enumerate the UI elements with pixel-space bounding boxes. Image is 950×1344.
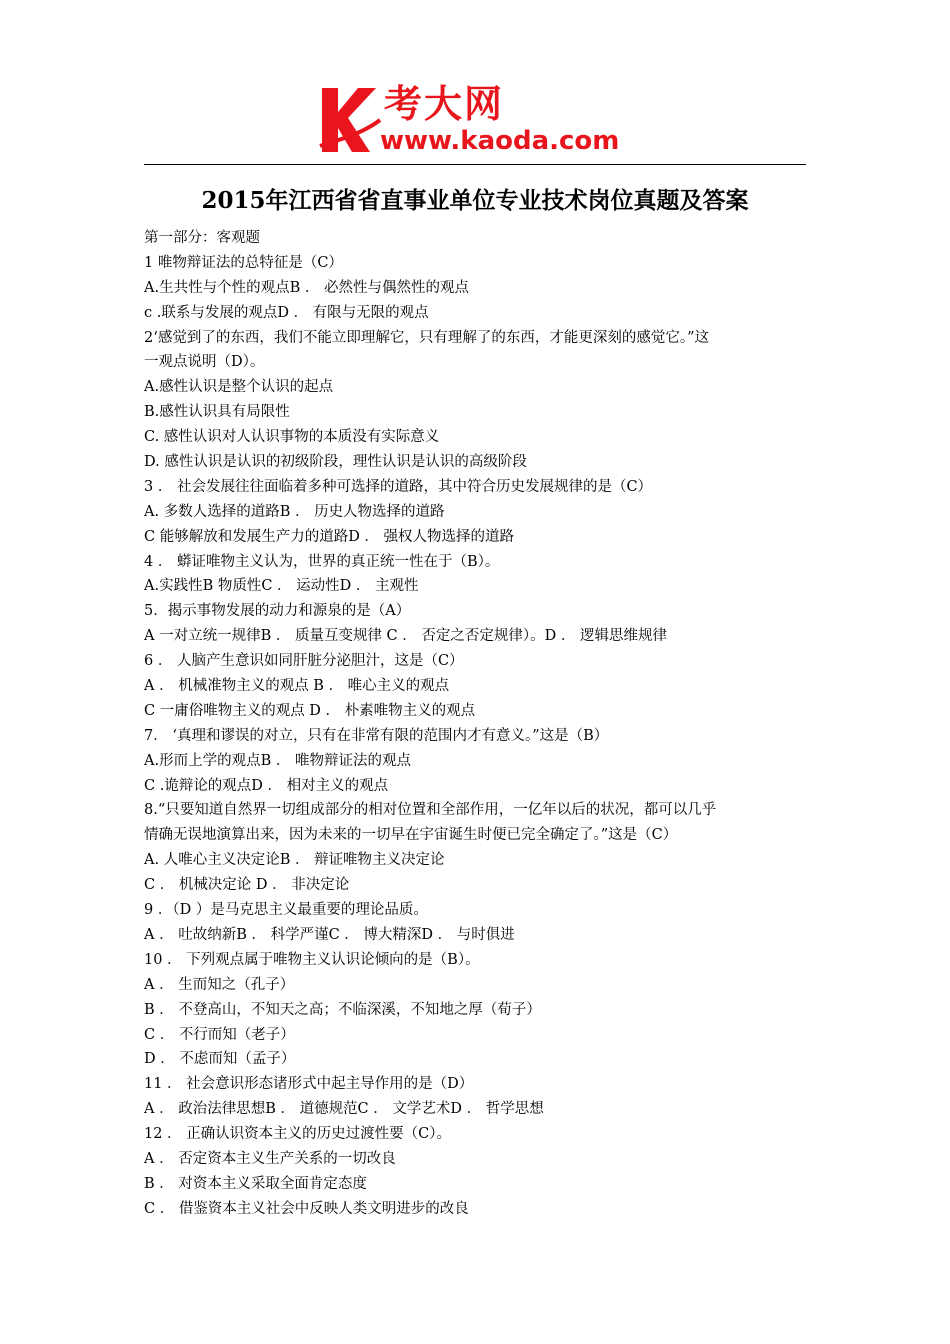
text-line: 12 ． 正确认识资本主义的历史过渡性要（C）。 bbox=[144, 1126, 452, 1143]
text-line: 8.“只要知道自然界一切组成部分的相对位置和全部作用，一亿年以后的状况，都可以几乎 bbox=[144, 802, 717, 819]
text-line: 2‘感觉到了的东西，我们不能立即理解它，只有理解了的东西，才能更深刻的感觉它。”这 bbox=[144, 329, 709, 346]
text-line: A ． 机械准物主义的观点 B ． 唯心主义的观点 bbox=[144, 678, 450, 695]
text-line: A.生共性与个性的观点B ． 必然性与偶然性的观点 bbox=[144, 279, 469, 296]
document-title: 2015年江西省省直事业单位专业技术岗位真题及答案 bbox=[201, 187, 749, 214]
text-line: C ． 借鉴资本主义社会中反映人类文明进步的改良 bbox=[144, 1200, 469, 1217]
text-line: D. 感性认识是认识的初级阶段，理性认识是认识的高级阶段 bbox=[144, 454, 527, 471]
text-line: A.实践性B 物质性C ． 运动性D ． 主观性 bbox=[144, 578, 419, 595]
text-line: 10 ． 下列观点属于唯物主义认识论倾向的是（B）。 bbox=[144, 951, 480, 968]
text-line: A ． 生而知之（孔子） bbox=[144, 976, 295, 993]
text-line: B ． 不登高山，不知天之高；不临深溪，不知地之厚（荀子） bbox=[144, 1001, 541, 1018]
text-line: C ． 不行而知（老子） bbox=[144, 1026, 295, 1043]
text-line: 9 ．（D ）是马克思主义最重要的理论品质。 bbox=[144, 902, 428, 919]
text-line: 第一部分：客观题 bbox=[144, 230, 260, 246]
text-line: C ． 机械决定论 D ． 非决定论 bbox=[144, 877, 350, 894]
text-line: C .诡辩论的观点D ． 相对主义的观点 bbox=[144, 777, 389, 794]
text-line: C. 感性认识对人认识事物的本质没有实际意义 bbox=[144, 429, 440, 446]
text-line: A ． 否定资本主义生产关系的一切改良 bbox=[144, 1150, 396, 1167]
text-line: 7． ‘真理和谬误的对立，只有在非常有限的范围内才有意义。”这是（B） bbox=[144, 727, 609, 744]
header-divider bbox=[144, 164, 806, 165]
text-line: C 能够解放和发展生产力的道路D ． 强权人物选择的道路 bbox=[144, 528, 515, 545]
text-line: A. 人唯心主义决定论B ． 辩证唯物主义决定论 bbox=[144, 852, 445, 869]
text-line: A.形而上学的观点B ． 唯物辩证法的观点 bbox=[144, 752, 411, 769]
text-line: 一观点说明（D）。 bbox=[144, 354, 265, 371]
text-line: 11 ． 社会意识形态诸形式中起主导作用的是（D） bbox=[144, 1076, 474, 1093]
kaoda-k-logo-icon bbox=[318, 82, 382, 154]
text-line: 5．揭示事物发展的动力和源泉的是（A） bbox=[144, 603, 411, 620]
text-line: A.感性认识是整个认识的起点 bbox=[144, 379, 334, 396]
text-line: C 一庸俗唯物主义的观点 D ． 朴素唯物主义的观点 bbox=[144, 702, 476, 719]
text-line: 情确无误地演算出来，因为未来的一切早在宇宙诞生时便已完全确定了。”这是（C） bbox=[144, 827, 678, 844]
text-line: A ． 政治法律思想B ． 道德规范C ． 文学艺术D ． 哲学思想 bbox=[144, 1101, 544, 1118]
text-line: 4 ． 蟒证唯物主义认为，世界的真正统一性在于（B）。 bbox=[144, 553, 500, 570]
document-body bbox=[144, 226, 814, 1222]
text-line: 1 唯物辩证法的总特征是（C） bbox=[144, 254, 343, 271]
text-line: 6 ． 人脑产生意识如同肝脏分泌胆汁，这是（C） bbox=[144, 653, 464, 670]
text-line: A ． 吐故纳新B ． 科学严谨C ． 博大精深D ． 与时俱进 bbox=[144, 926, 515, 943]
kaoda-logo bbox=[318, 82, 638, 158]
text-line: c .联系与发展的观点D ． 有限与无限的观点 bbox=[144, 304, 429, 321]
logo-brand-text: 考大网 bbox=[384, 82, 505, 126]
text-line: A. 多数人选择的道路B ． 历史人物选择的道路 bbox=[144, 503, 445, 520]
text-line: B ． 对资本主义采取全面肯定态度 bbox=[144, 1175, 367, 1192]
text-line: 3 ． 社会发展往往面临着多种可选择的道路，其中符合历史发展规律的是（C） bbox=[144, 478, 653, 495]
text-line: A 一对立统一规律B ． 质量互变规律 C ． 否定之否定规律）。D ． 逻辑思维规律 bbox=[144, 628, 667, 645]
logo-url-text: www.kaoda.com bbox=[380, 126, 620, 156]
text-line: B.感性认识具有局限性 bbox=[144, 404, 290, 421]
text-line: D ． 不虑而知（孟子） bbox=[144, 1051, 296, 1068]
